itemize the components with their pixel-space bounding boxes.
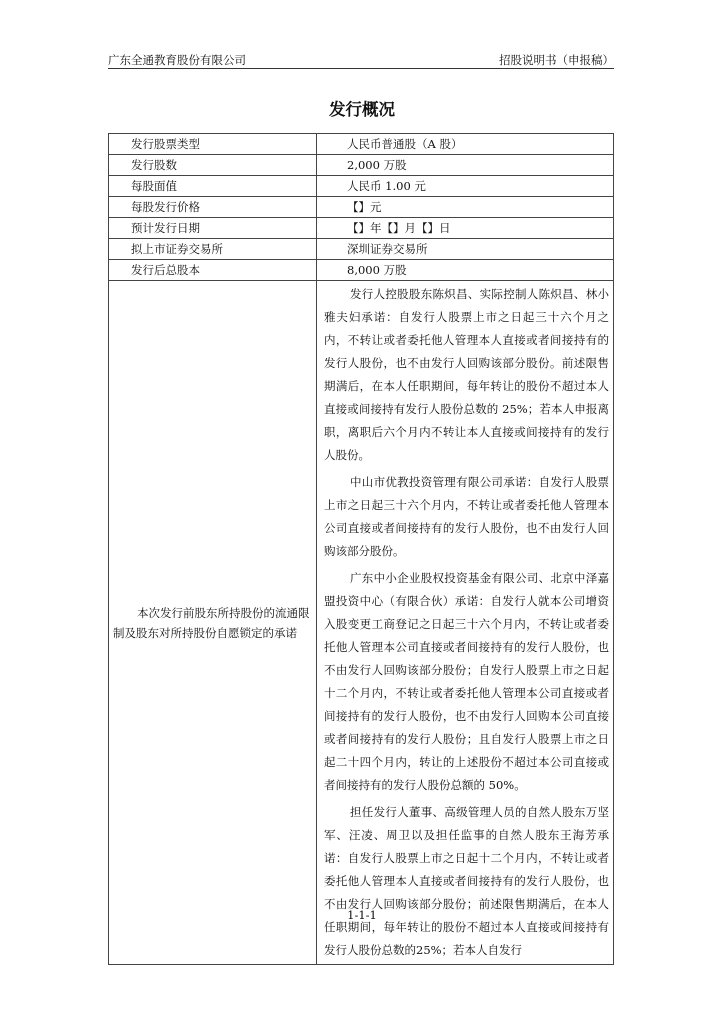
- row-label-share-count: 发行股数: [109, 155, 317, 176]
- lockup-paragraph-youjiao: 中山市优教投资管理有限公司承诺：自发行人股票上市之日起三十六个月内，不转让或者委托他人管理本公司直接或者间接持有的发行人股份，也不由发行人回购该部分股份。: [324, 475, 609, 558]
- row-label-exchange: 拟上市证券交易所: [109, 239, 317, 260]
- table-row: [109, 218, 614, 239]
- table-row-lockup: [109, 281, 614, 965]
- table-row: [109, 239, 614, 260]
- row-label-issue-date: 预计发行日期: [109, 218, 317, 239]
- lockup-paragraph-funds: 广东中小企业股权投资基金有限公司、北京中泽嘉盟投资中心（有限合伙）承诺：自发行人就本公司增资入股变更工商登记之日起三十六个月内，不转让或者委托他人管理本公司直接或者间接持有的发行人股份，也不由发行人回购该部分股份；自发行人股票上市之日起十二个月内，不转让或者委托他人管理本公司直接或者间接持有的发行人股份，也不由发行人回购本公司直接或者间接持有的发行人股份；且自发行人股票上市之日起二十四个月内，转让的上述股份不超过本公司直接或者间接持有的发行人股份总额的 50%。: [324, 571, 609, 792]
- row-label-stock-type: 发行股票类型: [109, 134, 317, 155]
- row-value-total-shares: 8,000 万股: [317, 260, 614, 281]
- page-number: 1-1-1: [347, 908, 377, 922]
- offering-overview-table: [108, 133, 614, 965]
- row-value-issue-date: 【】年【】月【】日: [317, 218, 614, 239]
- table-row: [109, 197, 614, 218]
- table-row: [109, 260, 614, 281]
- row-label-issue-price: 每股发行价格: [109, 197, 317, 218]
- table-row: [109, 134, 614, 155]
- row-value-share-count: 2,000 万股: [317, 155, 614, 176]
- header-rule: [108, 68, 614, 69]
- row-label-total-shares: 发行后总股本: [109, 260, 317, 281]
- row-value-par-value: 人民币 1.00 元: [317, 176, 614, 197]
- row-value-exchange: 深圳证券交易所: [317, 239, 614, 260]
- table-row: [109, 155, 614, 176]
- row-label-par-value: 每股面值: [109, 176, 317, 197]
- row-label-lockup-commitment: 本次发行前股东所持股份的流通限制及股东对所持股份自愿锁定的承诺: [109, 281, 317, 965]
- row-value-lockup-commitment: [317, 281, 614, 965]
- lockup-paragraph-controller: 发行人控股股东陈炽昌、实际控制人陈炽昌、林小雅夫妇承诺：自发行人股票上市之日起三十六个月之内，不转让或者委托他人管理本人直接或者间接持有的发行人股份，也不由发行人回购该部分股份。前述限售期满后，在本人任职期间，每年转让的股份不超过本人直接或间接持有发行人股份总数的 25%；若本人申报离职，离职后六个月内不转让本人直接或间接持有的发行人股份。: [324, 287, 609, 462]
- row-value-stock-type: 人民币普通股（A 股）: [317, 134, 614, 155]
- table-row: [109, 176, 614, 197]
- page-title: 发行概况: [329, 100, 395, 119]
- lockup-paragraph-directors: 担任发行人董事、高级管理人员的自然人股东万坚军、汪凌、周卫以及担任监事的自然人股东王海芳承诺：自发行人股票上市之日起十二个月内，不转让或者委托他人管理本人直接或者间接持有的发行人股份，也不由发行人回购该部分股份；前述限售期满后，在本人任职期间，每年转让的股份不超过本人直接或间接持有发行人股份总数的25%；若本人自发行: [324, 805, 609, 957]
- header-document-type: 招股说明书（申报稿）: [499, 53, 614, 67]
- header-company-name: 广东全通教育股份有限公司: [108, 53, 246, 67]
- row-value-issue-price: 【】元: [317, 197, 614, 218]
